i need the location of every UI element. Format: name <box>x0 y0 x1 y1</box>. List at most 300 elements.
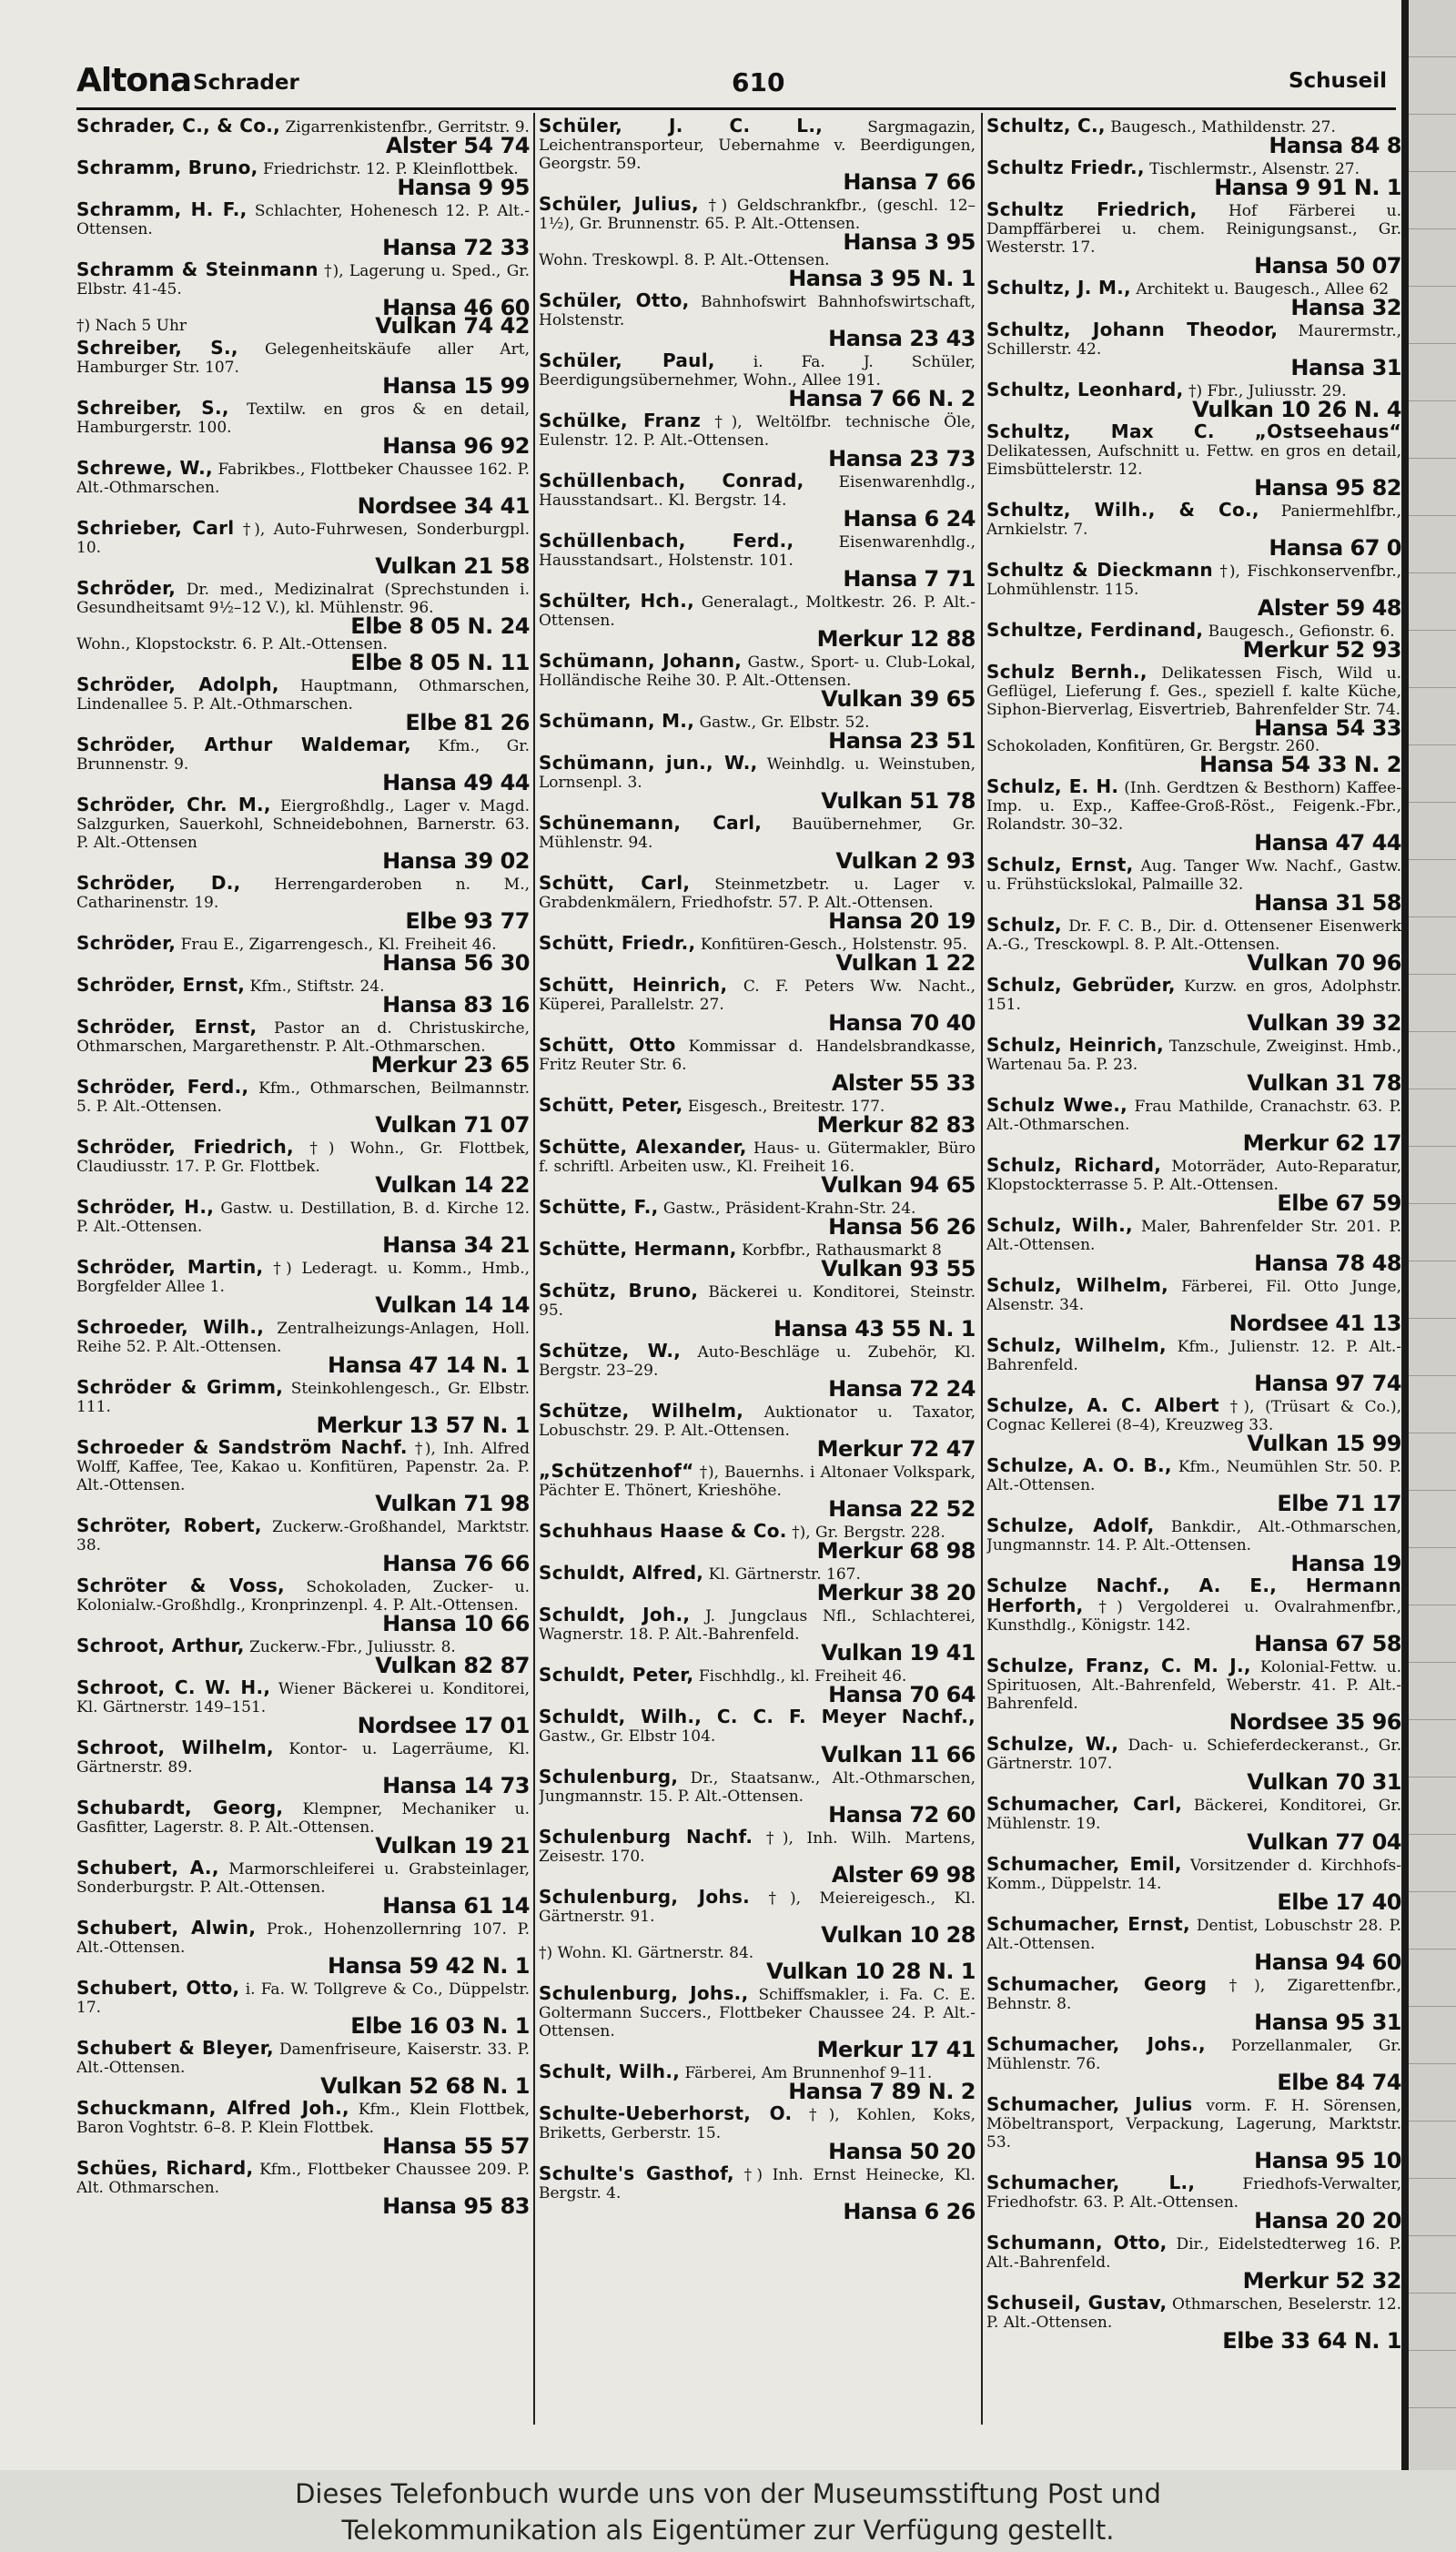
edge-line <box>1409 57 1456 115</box>
entry-description: Dir., Eidelstedterweg 16. P. Alt.-Bahrenfeld. <box>986 2235 1401 2272</box>
edge-line <box>1409 115 1456 172</box>
entry-name: Schulz, Wilhelm, <box>986 1274 1169 1296</box>
directory-entry <box>986 1094 1401 1156</box>
phone-number: Elbe 16 03 N. 1 <box>350 2013 530 2039</box>
entry-name: Schröder, D., <box>76 872 241 894</box>
entry-name: Schütt, Carl, <box>539 872 691 894</box>
entry-name: Schubert, Otto, <box>76 1977 240 1999</box>
entry-name: Schulze Nachf., A. E., Hermann Herforth, <box>986 1575 1401 1616</box>
directory-entry <box>539 2162 976 2224</box>
entry-description: Kfm., Othmarschen, Beilmannstr. 5. P. Alt.-Ottensen. <box>76 1079 530 1116</box>
phone-number: Merkur 23 65 <box>370 1052 530 1078</box>
edge-line <box>1409 1777 1456 1835</box>
directory-entry <box>76 1797 530 1858</box>
directory-entry <box>76 2157 530 2219</box>
entry-name: Schrieber, Carl <box>76 517 235 539</box>
directory-entry <box>76 1196 530 1258</box>
directory-entry <box>539 1886 976 1984</box>
directory-entry <box>539 872 976 934</box>
phone-number: Hansa 32 <box>1290 295 1401 320</box>
entry-name: Schütt, Heinrich, <box>539 974 728 996</box>
directory-entry <box>76 258 530 339</box>
phone-number: Elbe 17 40 <box>1277 1889 1401 1915</box>
directory-entry <box>539 1280 976 1342</box>
entry-description: †), (Trüsart & Co.), Cognac Kellerei (8–4), Kreuzweg 33. <box>986 1398 1401 1434</box>
entry-description: Dentist, Lobuschstr 28. P. Alt.-Ottensen. <box>986 1917 1401 1953</box>
entry-description: Bahnhofswirt Bahnhofswirtschaft, Holstenstr. <box>539 293 976 329</box>
directory-entry <box>539 289 976 351</box>
edge-line <box>1409 0 1456 57</box>
entry-name: Schumacher, Georg <box>986 1973 1208 1995</box>
entry-description: Kfm., Julienstr. 12. P. Alt.-Bahrenfeld. <box>986 1338 1401 1374</box>
entry-name: Schröder, <box>76 932 177 954</box>
phone-number: Vulkan 14 22 <box>375 1172 530 1198</box>
directory-entry <box>76 1575 530 1636</box>
directory-entry <box>76 1316 530 1378</box>
phone-number: Vulkan 1 22 <box>835 950 976 976</box>
entry-description: †), Bauernhs. i Altonaer Volkspark, Pächter E. Thönert, Krieshöhe. <box>539 1463 976 1500</box>
entry-description: Schiffsmakler, i. Fa. C. E. Goltermann Succers., Flottbeker Chaussee 24. P. Alt.-Ottensen. <box>539 1986 976 2041</box>
entry-name: Schuldt, Wilh., C. C. F. Meyer Nachf., <box>539 1706 976 1727</box>
phone-number: Hansa 23 73 <box>828 446 976 471</box>
edge-line <box>1409 459 1456 516</box>
phone-number: Hansa 97 74 <box>1254 1371 1401 1396</box>
phone-number: Hansa 46 60 <box>382 295 530 320</box>
entry-name: Schröter & Voss, <box>76 1575 285 1596</box>
directory-entry <box>76 457 530 519</box>
entry-name: Schubert, A., <box>76 1857 219 1879</box>
phone-number: Hansa 7 66 N. 2 <box>788 386 976 411</box>
column-3 <box>986 116 1401 2419</box>
phone-number: Hansa 31 <box>1290 355 1401 380</box>
entry-name: Schramm, H. F., <box>76 198 248 220</box>
directory-entry <box>539 410 976 471</box>
phone-number: Vulkan 77 04 <box>1247 1829 1401 1855</box>
phone-number: Vulkan 94 65 <box>821 1172 976 1198</box>
phone-number: Hansa 76 66 <box>382 1551 530 1576</box>
entry-description: Bäckerei, Konditorei, Gr. Mühlenstr. 19. <box>986 1797 1401 1833</box>
phone-number: Vulkan 10 26 N. 4 <box>1192 397 1401 422</box>
entry-description: Marmorschleiferei u. Grabsteinlager, Sonderburgstr. P. Alt.-Ottensen. <box>76 1860 530 1897</box>
directory-entry <box>986 914 1401 976</box>
phone-number: Elbe 93 77 <box>405 908 530 934</box>
directory-entry <box>986 1034 1401 1096</box>
phone-number: Hansa 20 19 <box>828 908 976 934</box>
entry-name: Schües, Richard, <box>76 2157 254 2179</box>
entry-description: Othmarschen, Beselerstr. 12. P. Alt.-Ottensen. <box>986 2295 1401 2332</box>
entry-description: Schlachter, Hohenesch 12. P. Alt.-Ottensen. <box>76 202 530 238</box>
edge-line <box>1409 917 1456 975</box>
entry-description: Delikatessen Fisch, Wild u. Geflügel, Lieferung f. Ges., speziell f. kalte Küche, Siphon-Bierverlag, Eisvertrieb, Bahrenfelder Str. 74. <box>986 664 1401 719</box>
directory-entry <box>986 1214 1401 1276</box>
entry-description: J. Jungclaus Nfl., Schlachterei, Wagnerstr. 18. P. Alt.-Bahrenfeld. <box>539 1607 976 1644</box>
phone-number: Hansa 84 8 <box>1269 133 1401 158</box>
directory-entry <box>986 619 1401 663</box>
edge-line <box>1409 2351 1456 2408</box>
phone-number: Hansa 56 26 <box>828 1214 976 1240</box>
entry-name: Schumacher, Julius <box>986 2093 1193 2115</box>
directory-entry <box>539 1196 976 1240</box>
phone-number: Hansa 95 82 <box>1254 475 1401 501</box>
edge-line <box>1409 2007 1456 2064</box>
entry-description: Eisenwarenhdlg., Hausstandsart., Holstenstr. 101. <box>539 533 976 570</box>
entry-description: Zentralheizungs-Anlagen, Holl. Reihe 52. P. Alt.-Ottensen. <box>76 1320 530 1356</box>
edge-line <box>1409 688 1456 745</box>
directory-entry <box>986 1793 1401 1855</box>
entry-description: Auktionator u. Taxator, Lobuschstr. 29. P. Alt.-Ottensen. <box>539 1403 976 1440</box>
directory-entry <box>539 650 976 712</box>
directory-entry <box>76 157 530 200</box>
entry-name: Schuckmann, Alfred Joh., <box>76 2097 349 2119</box>
phone-number: Elbe 84 74 <box>1277 2070 1401 2095</box>
edge-line <box>1409 287 1456 344</box>
entry-name: Schröder, H., <box>76 1196 215 1218</box>
directory-entry <box>539 590 976 652</box>
directory-entry <box>539 1520 976 1564</box>
phone-number: Alster 59 48 <box>1257 595 1401 621</box>
entry-name: Schubert, Alwin, <box>76 1917 257 1939</box>
directory-entry <box>986 2292 1401 2354</box>
phone-number: Elbe 81 26 <box>405 710 530 735</box>
entry-name: Schulz, Gebrüder, <box>986 974 1176 996</box>
entry-name: Schümann, Johann, <box>539 650 743 672</box>
entry-name: Schramm, Bruno, <box>76 157 258 178</box>
entry-description: Kfm., Klein Flottbek, Baron Voghtstr. 6–8. P. Klein Flottbek. <box>76 2101 530 2137</box>
entry-description: Gastw. u. Destillation, B. d. Kirche 12. P. Alt.-Ottensen. <box>76 1200 530 1236</box>
entry-description: †) Geldschrankfbr., (geschl. 12–1½), Gr. Brunnenstr. 65. P. Alt.-Ottensen. <box>539 197 976 233</box>
directory-entry <box>539 710 976 754</box>
entry-name: Schulenburg Nachf. <box>539 1826 753 1848</box>
entry-name: Schülke, Franz <box>539 410 702 431</box>
edge-line <box>1409 1949 1456 2007</box>
entry-description: Eiergroßhdlg., Lager v. Magd. Salzgurken, Sauerkohl, Schneidebohnen, Barnerstr. 63. P. Alt.-Ottensen <box>76 797 530 852</box>
phone-number: Hansa 3 95 N. 1 <box>788 266 976 291</box>
directory-entry <box>539 1094 976 1138</box>
entry-description: Fabrikbes., Flottbeker Chaussee 162. P. Alt.-Othmarschen. <box>76 461 530 497</box>
edge-line <box>1409 1032 1456 1089</box>
edge-line <box>1409 1376 1456 1433</box>
entry-description: Dr., Staatsanw., Alt.-Othmarschen, Jungmannstr. 15. P. Alt.-Ottensen. <box>539 1769 976 1806</box>
phone-number: Hansa 70 40 <box>828 1010 976 1036</box>
edge-line <box>1409 1663 1456 1720</box>
entry-description: Friedhofs-Verwalter, Friedhofstr. 63. P. Alt.-Ottensen. <box>986 2175 1401 2212</box>
phone-number: Hansa 54 33 <box>1254 715 1401 741</box>
directory-entry <box>76 1436 530 1516</box>
edge-line <box>1409 1720 1456 1777</box>
directory-entry <box>986 1853 1401 1915</box>
entry-description: Auto-Beschläge u. Zubehör, Kl. Bergstr. 23–29. <box>539 1343 976 1380</box>
entry-description: Maurermstr., Schillerstr. 42. <box>986 322 1401 359</box>
directory-entry <box>76 1917 530 1979</box>
entry-name: Schultz, Max C. „Ostseehaus“ <box>986 420 1401 442</box>
entry-description: Textilw. en gros & en detail, Hamburgerstr. 100. <box>76 400 530 437</box>
entry-description: †) Vergolderei u. Ovalrahmenfbr., Kunsthdlg., Königstr. 142. <box>986 1598 1401 1635</box>
entry-note: Wohn. Treskowpl. 8. P. Alt.-Ottensen. <box>539 251 830 269</box>
phone-number: Hansa 72 33 <box>382 235 530 260</box>
entry-description: Motorräder, Auto-Reparatur, Klopstockterrasse 5. P. Alt.-Ottensen. <box>986 1158 1401 1194</box>
entry-name: Schultz Friedrich, <box>986 198 1198 220</box>
entry-description: †), Kohlen, Koks, Briketts, Gerberstr. 15. <box>539 2106 976 2142</box>
phone-number: Nordsee 17 01 <box>357 1713 530 1738</box>
entry-description: Gastw., Präsident-Krahn-Str. 24. <box>662 1200 916 1218</box>
entry-name: Schulz, Ernst, <box>986 854 1134 876</box>
directory-entry <box>986 2232 1401 2294</box>
directory-entry <box>539 1562 976 1605</box>
entry-description: Tanzschule, Zweiginst. Hmb., Wartenau 5a. P. 23. <box>986 1038 1401 1074</box>
entry-description: Frau Mathilde, Cranachstr. 63. P. Alt.-Othmarschen. <box>986 1098 1401 1134</box>
directory-entry <box>986 379 1401 422</box>
entry-name: Schülter, Hch., <box>539 590 694 612</box>
entry-name: Schüler, Paul, <box>539 349 715 371</box>
header-town: Altona <box>76 62 192 99</box>
entry-name: Schulz, E. H. <box>986 775 1119 797</box>
directory-entry <box>539 193 976 291</box>
phone-number: Vulkan 51 78 <box>821 788 976 814</box>
entry-name: Schröter, Robert, <box>76 1514 262 1536</box>
entry-name: Schröder, <box>76 577 177 599</box>
entry-name: Schuldt, Peter, <box>539 1664 694 1686</box>
phone-number: Hansa 10 66 <box>382 1611 530 1636</box>
entry-name: Schramm & Steinmann <box>76 258 318 280</box>
entry-name: Schulz, Heinrich, <box>986 1034 1165 1056</box>
entry-description: Generalagt., Moltkestr. 26. P. Alt.-Ottensen. <box>539 593 976 630</box>
directory-entry <box>76 673 530 735</box>
directory-entry <box>986 319 1401 380</box>
directory-entry <box>76 1376 530 1438</box>
phone-number: Merkur 52 93 <box>1242 637 1401 663</box>
footer-line-1: Dieses Telefonbuch wurde uns von der Museumsstiftung Post und <box>295 2478 1161 2509</box>
directory-entry <box>539 1826 976 1888</box>
entry-name: Schuldt, Alfred, <box>539 1562 704 1584</box>
entry-description: Eisgesch., Breitestr. 177. <box>687 1098 885 1116</box>
entry-description: Bauübernehmer, Gr. Mühlenstr. 94. <box>539 815 976 852</box>
directory-entry <box>539 1340 976 1402</box>
entry-name: Schultz, Leonhard, <box>986 379 1184 400</box>
directory-entry <box>539 1766 976 1828</box>
directory-entry <box>986 2093 1401 2173</box>
edge-line <box>1409 803 1456 860</box>
entry-name: Schulz Bernh., <box>986 661 1148 683</box>
directory-entry <box>76 2037 530 2099</box>
edge-line <box>1409 1147 1456 1204</box>
entry-description: Friedrichstr. 12. P. Kleinflottbek. <box>262 160 519 178</box>
phone-number: Merkur 38 20 <box>816 1580 976 1605</box>
edge-line <box>1409 2064 1456 2122</box>
phone-number: Hansa 61 14 <box>382 1893 530 1919</box>
directory-entry <box>986 1394 1401 1456</box>
entry-description: †), Meiereigesch., Kl. Gärtnerstr. 91. <box>539 1889 976 1926</box>
edge-line <box>1409 344 1456 401</box>
directory-entry <box>539 812 976 874</box>
entry-description: C. F. Peters Ww. Nacht., Küperei, Parallelstr. 27. <box>539 977 976 1014</box>
directory-entry <box>76 1136 530 1198</box>
entry-note: †) Wohn. Kl. Gärtnerstr. 84. <box>539 1944 754 1962</box>
phone-number: Vulkan 71 98 <box>375 1491 530 1516</box>
directory-entry <box>986 277 1401 320</box>
entry-name: Schulz Wwe., <box>986 1094 1128 1116</box>
directory-entry <box>76 1977 530 2039</box>
entry-name: Schuldt, Joh., <box>539 1604 691 1625</box>
entry-note: †) Nach 5 Uhr <box>76 317 187 335</box>
entry-name: Schulte-Ueberhorst, O. <box>539 2102 793 2124</box>
entry-description: vorm. F. H. Sörensen, Möbeltransport, Verpackung, Lagerung, Marktstr. 53. <box>986 2097 1401 2152</box>
directory-entry <box>539 2061 976 2104</box>
phone-number: Vulkan 52 68 N. 1 <box>320 2073 530 2099</box>
phone-number: Merkur 12 88 <box>816 626 976 652</box>
entry-description: Kl. Gärtnerstr. 167. <box>708 1565 861 1584</box>
directory-entry <box>76 2097 530 2159</box>
entry-description: Kfm., Gr. Brunnenstr. 9. <box>76 737 530 774</box>
entry-description: Dr. med., Medizinalrat (Sprechstunden i. Gesundheitsamt 9½–12 V.), kl. Mühlenstr. 96. <box>76 581 530 617</box>
directory-entry <box>539 932 976 976</box>
directory-entry <box>76 872 530 934</box>
entry-description: i. Fa. J. Schüler, Beerdigungsübernehmer, Wohn., Allee 191. <box>539 353 976 390</box>
entry-description: Zuckerw.-Fbr., Juliusstr. 8. <box>249 1638 456 1656</box>
entry-name: Schüllenbach, Ferd., <box>539 530 794 552</box>
edge-line <box>1409 229 1456 287</box>
directory-entry <box>539 1460 976 1522</box>
entry-description: †), Gr. Bergstr. 228. <box>792 1524 945 1542</box>
entry-name: Schröder, Arthur Waldemar, <box>76 734 411 755</box>
entry-name: Schröder, Chr. M., <box>76 794 271 815</box>
entry-description: Färberei, Am Brunnenhof 9–11. <box>684 2064 933 2082</box>
directory-entry <box>539 974 976 1036</box>
entry-name: Schulze, A. C. Albert <box>986 1394 1219 1416</box>
phone-number: Hansa 72 24 <box>828 1376 976 1402</box>
phone-number: Elbe 71 17 <box>1277 1491 1401 1516</box>
directory-entry <box>76 198 530 260</box>
phone-number: Hansa 23 51 <box>828 728 976 754</box>
entry-description: †) Fbr., Juliusstr. 29. <box>1188 382 1347 400</box>
entry-name: Schröder & Grimm, <box>76 1376 284 1398</box>
entry-description: Schokoladen, Zucker- u. Kolonialw.-Großhdlg., Kronprinzenpl. 4. P. Alt.-Ottensen. <box>76 1578 530 1615</box>
entry-note: Wohn., Klopstockstr. 6. P. Alt.-Ottensen. <box>76 635 389 653</box>
phone-number: Nordsee 34 41 <box>357 493 530 519</box>
edge-line <box>1409 745 1456 803</box>
phone-number: Vulkan 14 14 <box>375 1292 530 1318</box>
entry-description: Pastor an d. Christuskirche, Othmarschen, Margarethenstr. P. Alt.-Othmarschen. <box>76 1019 530 1056</box>
phone-number: Hansa 78 48 <box>1254 1251 1401 1276</box>
phone-number: Vulkan 39 32 <box>1247 1010 1401 1036</box>
entry-name: Schüllenbach, Conrad, <box>539 470 804 491</box>
phone-number: Vulkan 82 87 <box>375 1653 530 1678</box>
entry-description: Gastw., Sport- u. Club-Lokal, Holländische Reihe 30. P. Alt.-Ottensen. <box>539 653 976 690</box>
entry-description: Zigarrenkistenfbr., Gerritstr. 9. <box>285 118 530 137</box>
directory-entry <box>539 470 976 532</box>
column-divider <box>533 113 535 2425</box>
phone-number: Hansa 49 44 <box>382 770 530 795</box>
phone-number: Hansa 95 31 <box>1254 2010 1401 2035</box>
phone-number: Merkur 52 32 <box>1242 2268 1401 2294</box>
entry-name: Schütt, Otto <box>539 1034 676 1056</box>
directory-entry <box>76 1016 530 1078</box>
entry-name: Schulze, Franz, C. M. J., <box>986 1655 1251 1676</box>
phone-number: Hansa 7 89 N. 2 <box>788 2079 976 2104</box>
entry-name: Schüler, Julius, <box>539 193 699 215</box>
entry-description: Dr. F. C. B., Dir. d. Ottensener Eisenwerk A.-G., Tresckowpl. 8. P. Alt.-Ottensen. <box>986 917 1401 954</box>
entry-description: †), Inh. Wilh. Martens, Zeisestr. 170. <box>539 1829 976 1866</box>
entry-description: Maler, Bahrenfelder Str. 201. P. Alt.-Ottensen. <box>986 1218 1401 1254</box>
directory-entry <box>986 661 1401 777</box>
entry-name: Schumann, Otto, <box>986 2232 1168 2253</box>
entry-description: Vorsitzender d. Kirchhofs-Komm., Düppelstr. 14. <box>986 1857 1401 1893</box>
phone-number: Vulkan 21 58 <box>375 553 530 579</box>
entry-name: Schütt, Peter, <box>539 1094 683 1116</box>
entry-description: †) Lederagt. u. Komm., Hmb., Borgfelder Allee 1. <box>76 1260 530 1296</box>
phone-number: Hansa 14 73 <box>382 1773 530 1798</box>
column-2 <box>539 116 976 2419</box>
directory-entry <box>986 974 1401 1036</box>
entry-description: Haus- u. Gütermakler, Büro f. schriftl. Arbeiten usw., Kl. Freiheit 16. <box>539 1139 976 1176</box>
directory-entry <box>76 1514 530 1576</box>
phone-number: Elbe 8 05 N. 11 <box>350 650 530 675</box>
phone-number: Hansa 56 30 <box>382 950 530 976</box>
phone-number: Vulkan 10 28 <box>821 1922 976 1948</box>
phone-number: Vulkan 70 96 <box>1247 950 1401 976</box>
phone-number: Merkur 82 83 <box>816 1112 976 1138</box>
directory-entry <box>76 1676 530 1738</box>
entry-name: Schulz, Wilh., <box>986 1214 1133 1236</box>
entry-name: Schrader, C., & Co., <box>76 116 281 137</box>
entry-name: Schulze, Adolf, <box>986 1514 1155 1536</box>
phone-number: Alster 55 33 <box>831 1070 976 1096</box>
entry-name: Schulze, W., <box>986 1733 1119 1755</box>
phone-number: Merkur 17 41 <box>816 2037 976 2062</box>
entry-description: Damenfriseure, Kaiserstr. 33. P. Alt.-Ottensen. <box>76 2041 530 2077</box>
entry-name: Schubardt, Georg, <box>76 1797 284 1818</box>
edge-line <box>1409 1319 1456 1376</box>
entry-description: Frau E., Zigarrengesch., Kl. Freiheit 46. <box>180 936 497 954</box>
entry-name: Schroot, Wilhelm, <box>76 1737 274 1758</box>
directory-entry <box>76 932 530 976</box>
entry-name: Schubert & Bleyer, <box>76 2037 274 2059</box>
phone-number: Elbe 33 64 N. 1 <box>1222 2328 1401 2354</box>
directory-entry <box>539 752 976 814</box>
phone-number: Hansa 67 0 <box>1269 535 1401 561</box>
entry-note: Schokoladen, Konfitüren, Gr. Bergstr. 260. <box>986 737 1320 755</box>
phone-number: Merkur 62 17 <box>1242 1130 1401 1156</box>
header-first-name: Schrader <box>193 71 299 95</box>
edge-line <box>1409 1433 1456 1491</box>
phone-number: Hansa 94 60 <box>1254 1949 1401 1975</box>
phone-number: Hansa 39 02 <box>382 848 530 874</box>
entry-name: Schütte, F., <box>539 1196 659 1218</box>
footer-credit <box>0 2470 1456 2552</box>
entry-name: Schrewe, W., <box>76 457 213 479</box>
phone-number: Hansa 70 64 <box>828 1682 976 1707</box>
directory-entry <box>539 1706 976 1767</box>
entry-name: Schumacher, Carl, <box>986 1793 1183 1815</box>
phone-number: Hansa 50 07 <box>1254 253 1401 278</box>
phone-number: Merkur 13 57 N. 1 <box>316 1413 530 1438</box>
phone-number: Vulkan 74 42 <box>375 313 530 339</box>
entry-description: Kfm., Flottbeker Chaussee 209. P. Alt. Othmarschen. <box>76 2161 530 2197</box>
phone-number: Hansa 19 <box>1290 1551 1401 1576</box>
entry-name: Schröder, Ernst, <box>76 1016 258 1038</box>
entry-name: Schulenburg, Johs. <box>539 1886 751 1908</box>
phone-number: Elbe 8 05 N. 24 <box>350 613 530 639</box>
directory-entry <box>539 1604 976 1666</box>
phone-number: Hansa 22 52 <box>828 1496 976 1522</box>
entry-description: Aug. Tanger Ww. Nachf., Gastw. u. Frühstückslokal, Palmaille 32. <box>986 857 1401 894</box>
directory-entry <box>986 116 1401 158</box>
page-header <box>76 62 1387 104</box>
phone-number: Hansa 31 58 <box>1254 890 1401 916</box>
edge-line <box>1409 2236 1456 2294</box>
directory-entry <box>986 1575 1401 1656</box>
phone-number: Hansa 9 91 N. 1 <box>1214 175 1401 200</box>
phone-number: Hansa 23 43 <box>828 326 976 351</box>
